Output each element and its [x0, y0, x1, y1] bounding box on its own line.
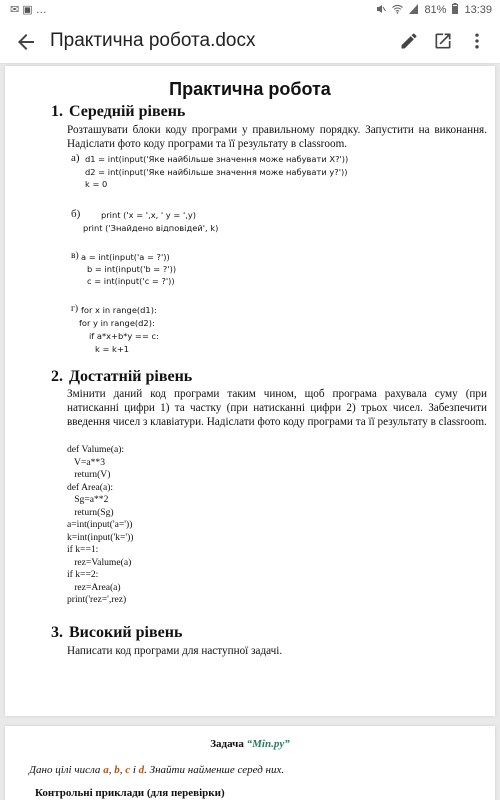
code-line: Sg=a**2 [67, 494, 109, 505]
var-b: b [114, 764, 120, 776]
section-title: Достатній рівень [69, 368, 193, 385]
code-line: if a*x+b*y == c: [89, 331, 159, 341]
document-page [5, 66, 495, 716]
more-vert-icon [467, 31, 487, 51]
signal-icon [409, 4, 418, 17]
code-line: V=a**3 [67, 456, 106, 468]
check-examples-title: Контрольні приклади (для перевірки) [35, 787, 225, 799]
section-1-text: Розташувати блоки коду програми у правильному порядку. Запустити на виконання. Надіслати фото коду програми та її результату в classroom. [67, 124, 487, 150]
code-line: def Area(a): [67, 481, 114, 493]
notification-icons: ✉ ▣ … [10, 4, 47, 16]
back-button[interactable] [14, 30, 38, 54]
code-line: b = int(input('b = ?')) [87, 264, 177, 274]
code-line: d1 = int(input('Яке найбільше значення може набувати X?')) [85, 154, 349, 164]
code-block-a [85, 153, 348, 191]
wifi-icon [392, 4, 403, 17]
section-number: 2. [51, 368, 63, 385]
document-title: Практична робота.docx [50, 30, 256, 51]
section-3-heading [51, 624, 182, 642]
pencil-icon [399, 31, 419, 51]
block-v-label: в) [71, 250, 79, 261]
code-line: for y in range(d2): [79, 318, 155, 328]
clock: 13:39 [464, 4, 492, 16]
open-in-new-icon [433, 31, 453, 51]
code-line: if k==2: [67, 569, 99, 580]
mute-icon [376, 4, 386, 17]
app-bar [0, 20, 500, 64]
task-text-end: . Знайти найменше серед них. [144, 764, 285, 776]
code-line: d2 = int(input('Яке найбільше значення може набувати y?')) [85, 166, 348, 177]
arrow-back-icon [14, 30, 38, 54]
task-sep: , [108, 764, 115, 776]
code-line: print ('x = ',x, ' y = ',y) [101, 210, 197, 220]
battery-level: 81% [424, 4, 447, 16]
var-c: c [125, 764, 131, 776]
var-a: a [103, 764, 109, 776]
code-line: def Valume(a): [67, 444, 125, 455]
code-line: for x in range(d1): [81, 305, 157, 315]
block-b-label: б) [71, 208, 81, 220]
page-title: Практична робота [169, 79, 331, 99]
edit-button[interactable] [398, 30, 420, 52]
code-line: rez=Valume(a) [67, 556, 132, 568]
task-prefix: Задача [210, 738, 244, 750]
section-number: 1. [51, 103, 63, 120]
status-bar [0, 0, 500, 20]
code-line: return(V) [67, 469, 111, 480]
code-line: k = 0 [85, 179, 108, 189]
code-line: k=int(input('k=')) [67, 531, 134, 543]
block-a-label: а) [71, 152, 80, 164]
section-2-heading [51, 368, 192, 386]
code-block-2 [67, 444, 134, 607]
task-sep: , [119, 764, 126, 776]
task-name: “Min.py” [246, 738, 290, 750]
document-page-2 [5, 726, 495, 800]
code-line: a = int(input('a = ?')) [81, 252, 170, 262]
code-line: a=int(input('a=')) [67, 519, 133, 530]
battery-icon [452, 3, 458, 17]
more-options-button[interactable] [466, 30, 488, 52]
block-g-label: г) [71, 303, 79, 314]
task-statement [29, 764, 284, 776]
code-line: print ('Знайдено відповідей', k) [83, 223, 219, 233]
open-external-button[interactable] [432, 30, 454, 52]
section-number: 3. [51, 624, 63, 641]
code-line: if k==1: [67, 544, 99, 555]
code-line: rez=Area(a) [67, 581, 121, 593]
var-d: d [138, 764, 145, 776]
section-3-text: Написати код програми для наступної задачі. [67, 645, 283, 657]
code-line: c = int(input('c = ?')) [87, 276, 175, 286]
task-conj: і [130, 764, 139, 776]
code-line: k = k+1 [95, 344, 130, 354]
task-title [5, 738, 495, 750]
section-title: Середній рівень [69, 103, 186, 120]
code-line: print('rez=',rez) [67, 594, 127, 605]
code-line: return(Sg) [67, 506, 114, 518]
section-2-text: Змінити даний код програми таким чином, щоб програма рахувала суму (при натисканні цифри 1) та частку (при натисканні цифри 2) трьох чисел. Забезпечити введення чисел з клавіатури. Надіслати фото коду програми та її результату в classroom. [67, 388, 487, 428]
task-text: Дано цілі числа [29, 764, 104, 776]
section-1-heading [51, 103, 185, 121]
section-title: Високий рівень [69, 624, 183, 641]
